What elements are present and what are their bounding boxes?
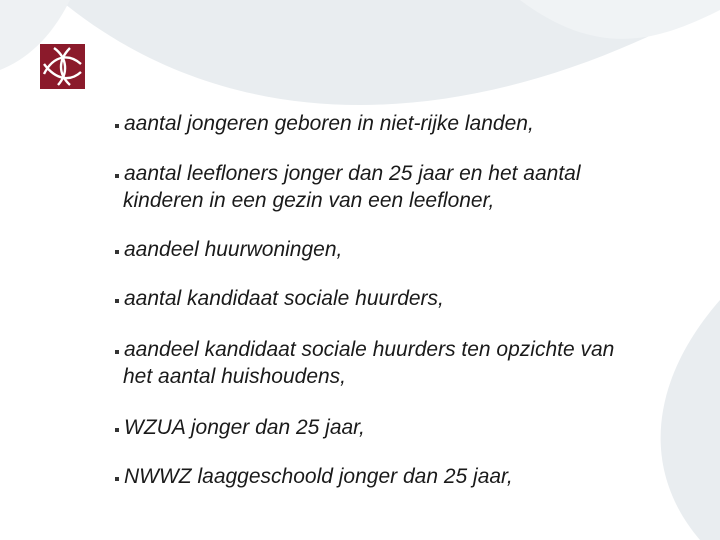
bullet-text: aandeel kandidaat sociale huurders ten opzichte van: [124, 338, 615, 361]
bullet-item: [115, 463, 675, 490]
bullet-dot-icon: [115, 477, 119, 481]
bullet-dot-icon: [115, 350, 119, 354]
bullet-text: aantal jongeren geboren in niet-rijke landen,: [124, 112, 534, 135]
bullet-item: [115, 110, 675, 137]
bullet-dot-icon: [115, 124, 119, 128]
brand-knot-logo-icon: [40, 44, 85, 89]
bullet-dot-icon: [115, 174, 119, 178]
bullet-text: aantal leefloners jonger dan 25 jaar en het aantal: [124, 162, 581, 185]
bullet-text: aantal kandidaat sociale huurders,: [124, 287, 444, 310]
bullet-dot-icon: [115, 250, 119, 254]
bullet-dot-icon: [115, 428, 119, 432]
bullet-item: [115, 414, 675, 441]
bullet-item: [115, 285, 675, 312]
bullet-text: WZUA jonger dan 25 jaar,: [124, 416, 365, 439]
brand-logo: [40, 44, 85, 89]
bullet-dot-icon: [115, 299, 119, 303]
bullet-item: [115, 236, 675, 263]
bullet-item: [115, 160, 675, 214]
bullet-text-continuation: kinderen in een gezin van een leefloner,: [123, 189, 495, 212]
bullet-item: [115, 336, 675, 390]
bullet-text: NWWZ laaggeschoold jonger dan 25 jaar,: [124, 465, 513, 488]
bullet-text-continuation: het aantal huishoudens,: [123, 365, 347, 388]
bullet-text: aandeel huurwoningen,: [124, 238, 343, 261]
